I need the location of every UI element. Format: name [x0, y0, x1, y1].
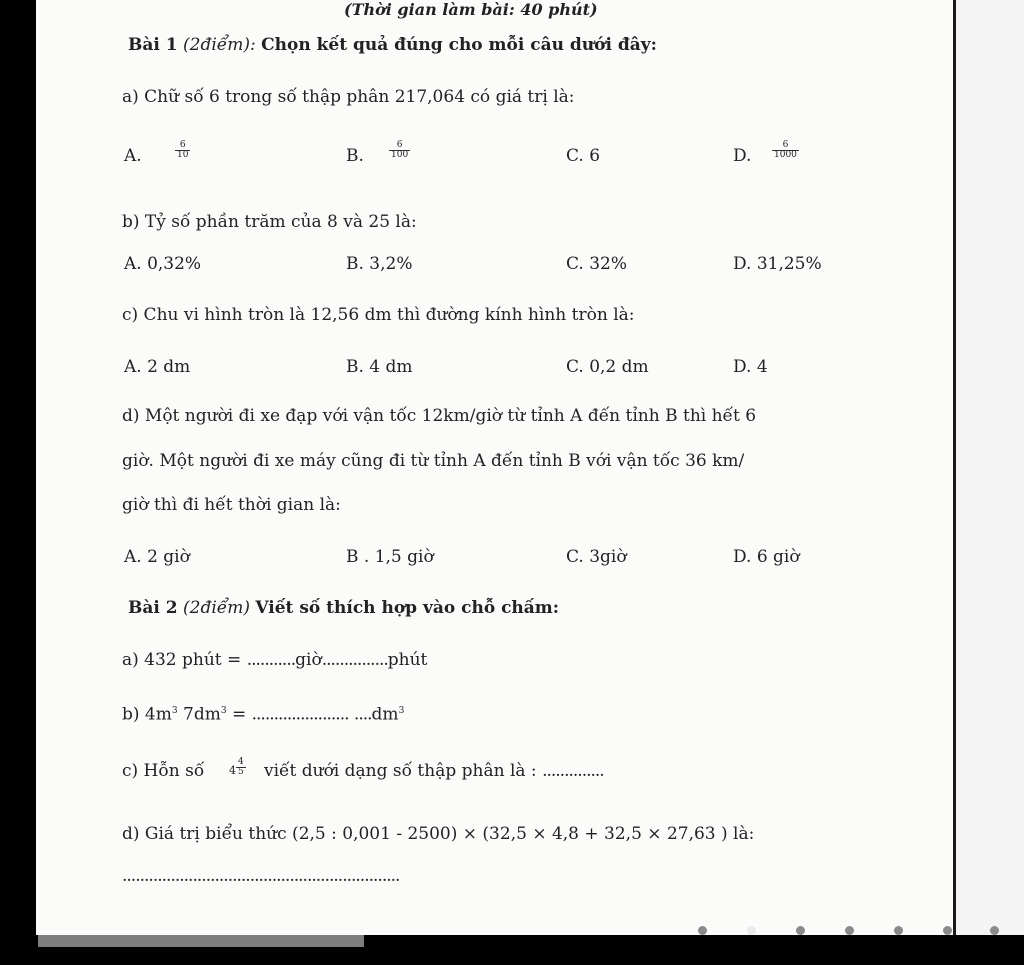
bai2-question-d: d) Giá trị biểu thức (2,5 : 0,001 - 2500) × (32,5 × 4,8 + 32,5 × 27,63 ) là: [122, 824, 755, 844]
qa-option-d-fraction [772, 141, 799, 160]
bai2-question-a [122, 650, 427, 670]
qa-option-a-fraction [175, 141, 190, 160]
bai1-heading [128, 35, 657, 55]
b2a-part3: phút [387, 650, 428, 670]
qa-option-b-den: 100 [391, 150, 409, 160]
b2c-num: 4 [238, 757, 244, 767]
page-dot-1[interactable] [698, 926, 707, 935]
bai2-heading [128, 598, 559, 618]
b2b-blank2: .... [353, 704, 372, 725]
b2b-sup2: 3 [220, 706, 227, 716]
b2c-whole: 4 [229, 764, 236, 777]
bai1-question-b: b) Tỷ số phần trăm của 8 và 25 là: [122, 212, 417, 232]
b2d-blank1: ............................................................... [122, 866, 400, 886]
qa-option-a-den: 10 [177, 150, 189, 160]
b2c-part2: viết dưới dạng số thập phân là : [264, 761, 537, 781]
b2c-fraction [236, 758, 246, 777]
qa-option-d-label: D. [733, 146, 752, 166]
b2b-part2: 7dm [177, 704, 221, 725]
qc-option-c: C. 0,2 dm [566, 357, 649, 377]
bai1-question-a: a) Chữ số 6 trong số thập phân 217,064 có giá trị là: [122, 87, 575, 107]
b2b-sup1: 3 [171, 706, 178, 716]
bai2-title: Bài 2 [128, 598, 178, 618]
bai1-question-d-line3: giờ thì đi hết thời gian là: [122, 495, 341, 515]
time-note: (Thời gian làm bài: 40 phút) [344, 0, 598, 19]
qd-option-c: C. 3giờ [566, 547, 627, 567]
qa-option-b-fraction [389, 141, 410, 160]
horizontal-scrollbar[interactable] [38, 935, 364, 947]
b2b-part3: = [226, 704, 247, 725]
page-dot-6[interactable] [943, 926, 952, 935]
page-dot-7[interactable] [990, 926, 999, 935]
qa-option-d-num: 6 [782, 140, 789, 150]
qc-option-b: B. 4 dm [346, 357, 413, 377]
qc-option-d: D. 4 [733, 357, 768, 377]
bai2-points: (2điểm) [183, 598, 250, 618]
qb-option-b: B. 3,2% [346, 254, 413, 274]
bai1-question-c: c) Chu vi hình tròn là 12,56 dm thì đường kính hình tròn là: [122, 305, 635, 325]
qa-option-d-den: 1000 [774, 150, 797, 160]
bai1-question-d-line1: d) Một người đi xe đạp với vận tốc 12km/giờ từ tỉnh A đến tỉnh B thì hết 6 [122, 406, 757, 426]
b2a-part1: a) 432 phút = [122, 650, 242, 670]
bai1-question-d-line2: giờ. Một người đi xe máy cũng đi từ tỉnh A đến tỉnh B với vận tốc 36 km/ [122, 451, 745, 471]
b2c-blank1: .............. [542, 761, 604, 781]
page-dot-5[interactable] [894, 926, 903, 935]
bai2-question-c-text [264, 761, 604, 781]
qa-option-c: C. 6 [566, 146, 601, 166]
qd-option-d: D. 6 giờ [733, 547, 800, 567]
b2b-blank1: ...................... [251, 704, 349, 725]
b2a-blank2: ............... [321, 650, 388, 670]
qb-option-a: A. 0,32% [124, 254, 202, 274]
qa-option-b-label: B. [346, 146, 364, 166]
qc-option-a: A. 2 dm [124, 357, 191, 377]
side-panel [956, 0, 1024, 935]
qd-option-a: A. 2 giờ [124, 547, 190, 567]
b2b-part4: dm [371, 704, 399, 725]
page-dot-4[interactable] [845, 926, 854, 935]
qb-option-c: C. 32% [566, 254, 627, 274]
qa-option-a-num: 6 [179, 140, 186, 150]
b2a-part2: giờ [295, 650, 322, 670]
b2b-sup3: 3 [398, 706, 405, 716]
bai1-points: (2điểm): [183, 35, 256, 55]
qd-option-b: B . 1,5 giờ [346, 547, 434, 567]
b2c-part1: c) Hỗn số [122, 761, 205, 781]
page-dot-2[interactable] [747, 926, 756, 935]
qa-option-a-label: A. [124, 146, 142, 166]
bai2-instruction: Viết số thích hợp vào chỗ chấm: [255, 598, 560, 618]
bai1-title: Bài 1 [128, 35, 178, 55]
b2a-blank1: ........... [246, 650, 296, 670]
b2c-den: 5 [238, 767, 244, 777]
qa-option-b-num: 6 [396, 140, 403, 150]
qb-option-d: D. 31,25% [733, 254, 822, 274]
page-dot-3[interactable] [796, 926, 805, 935]
bai2-question-b [122, 701, 404, 725]
b2b-part1: b) 4m [122, 704, 172, 725]
bai1-instruction: Chọn kết quả đúng cho mỗi câu dưới đây: [261, 35, 657, 55]
